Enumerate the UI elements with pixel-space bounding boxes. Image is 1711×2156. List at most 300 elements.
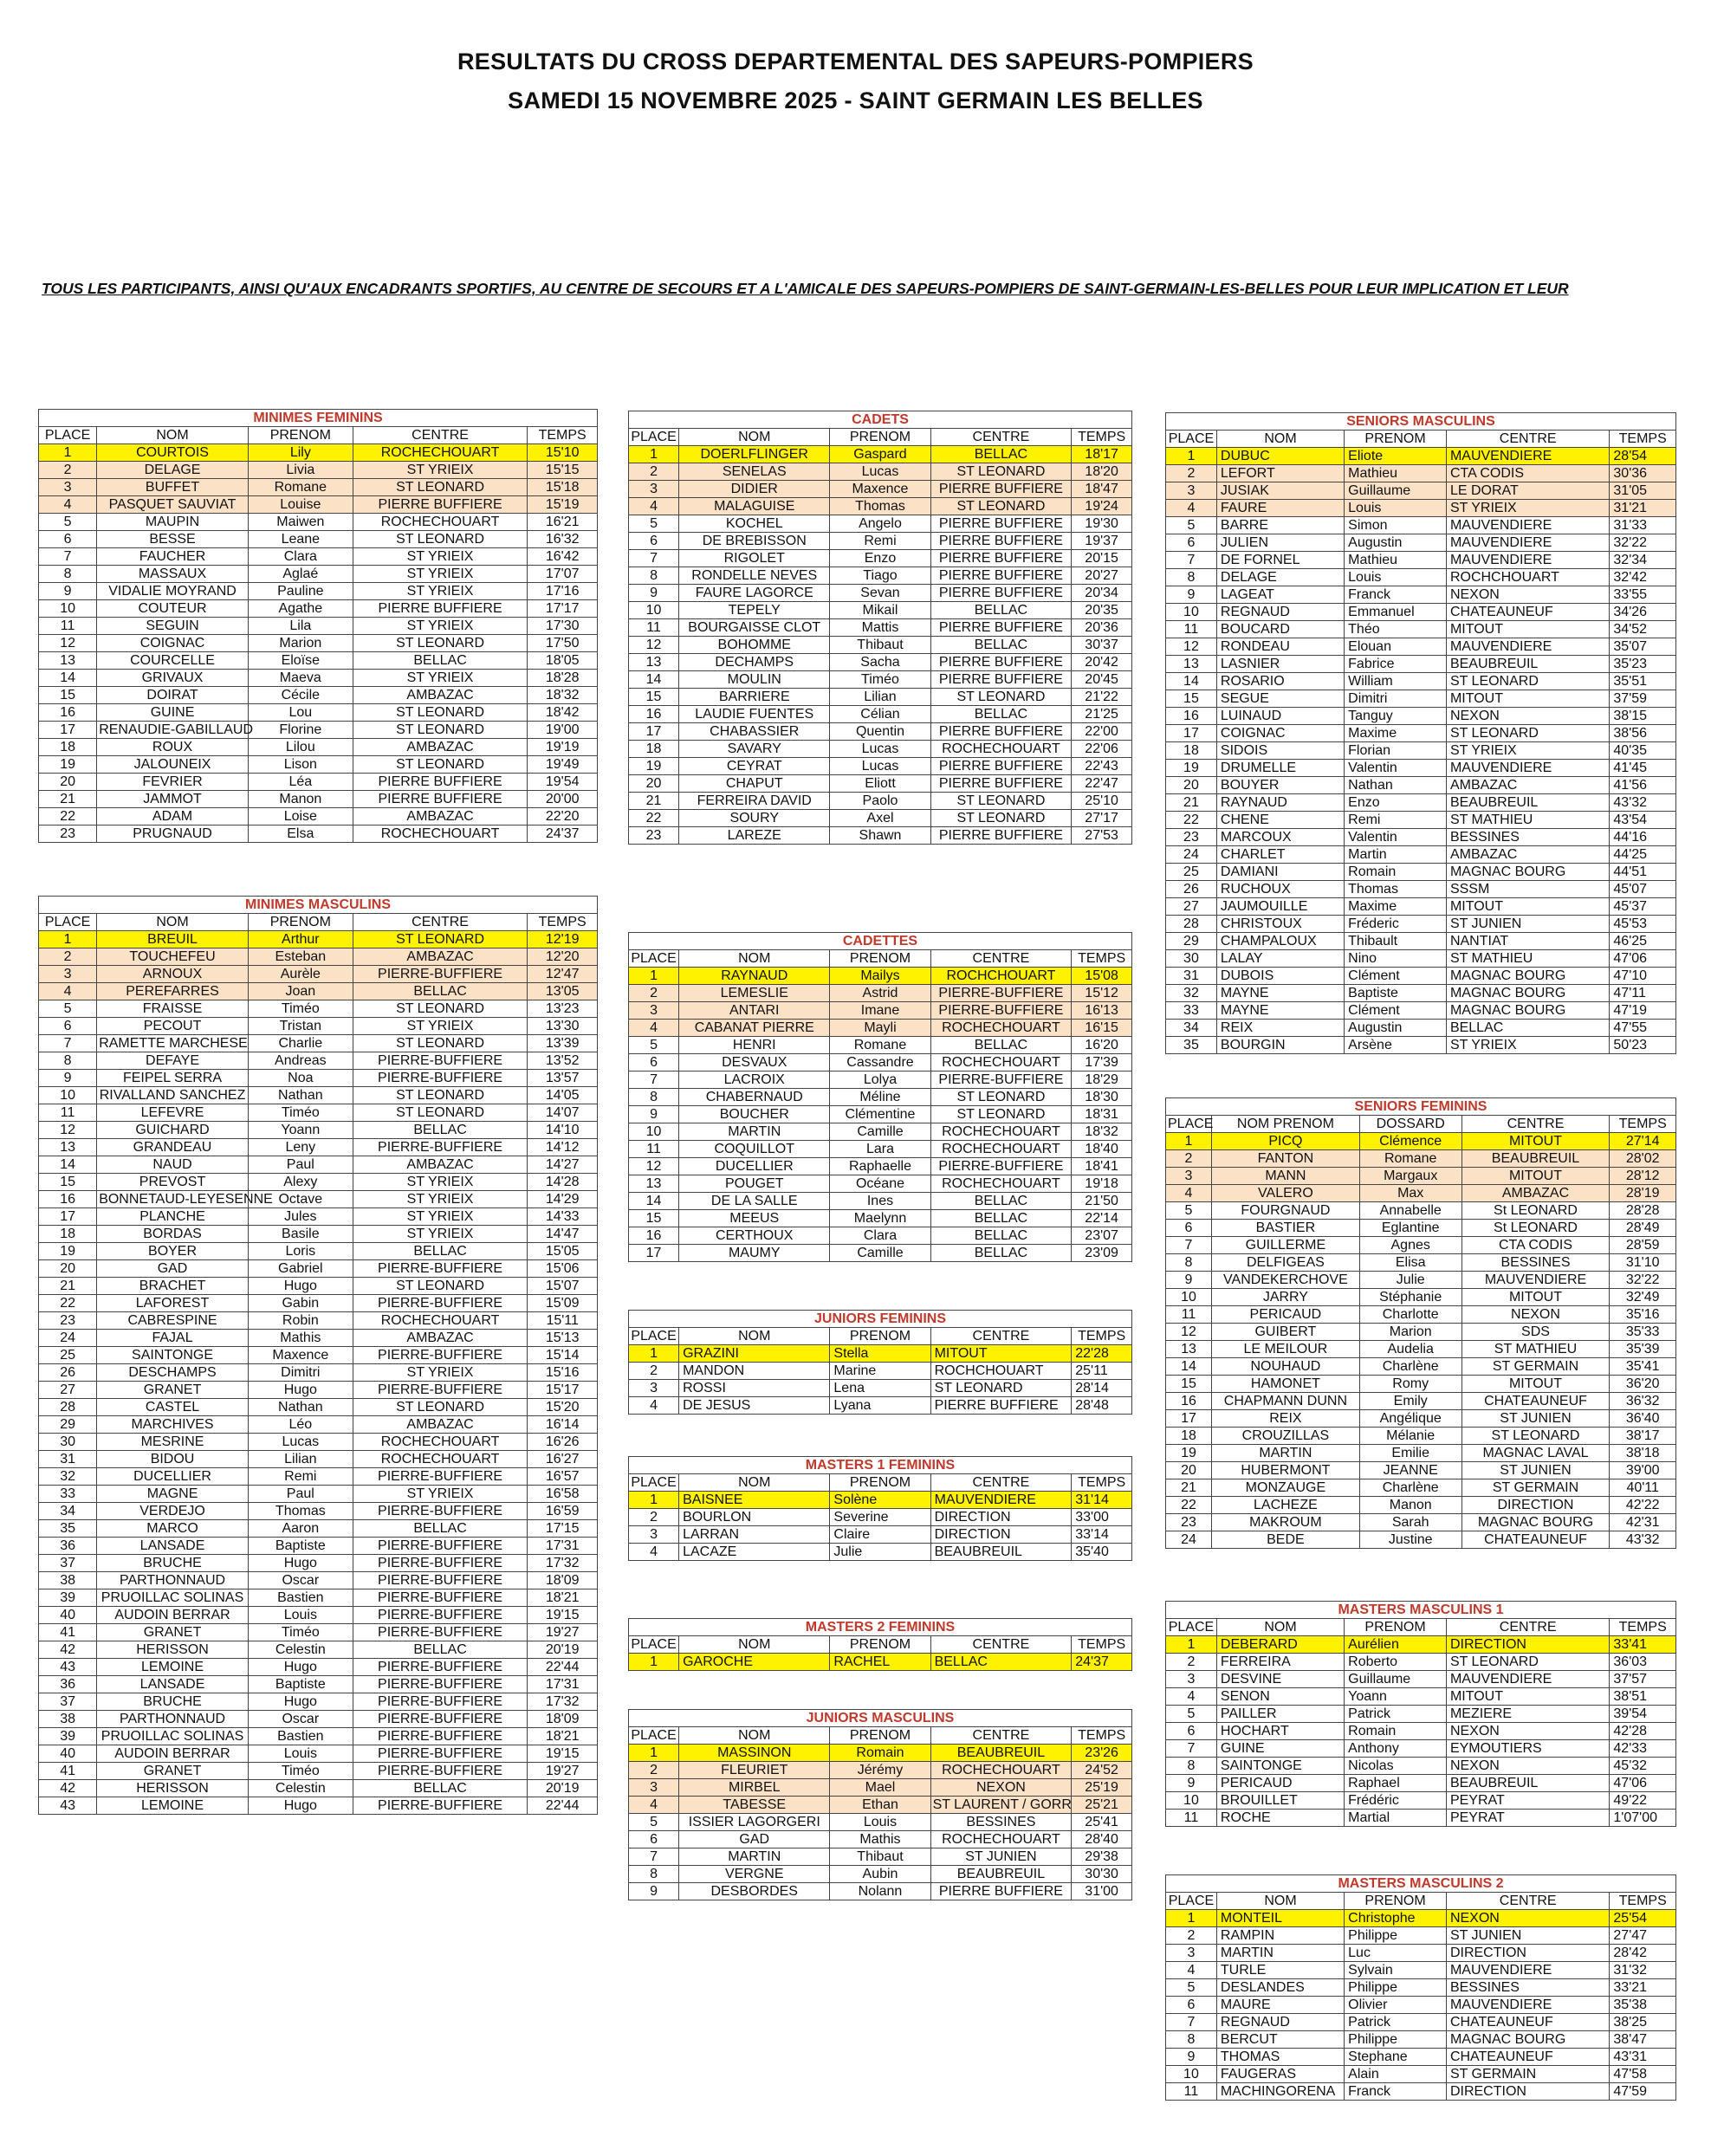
name-cell: BOURGAISSE CLOT xyxy=(679,619,830,637)
firstname-cell: Romane xyxy=(1359,1150,1461,1168)
place-cell: 9 xyxy=(1166,1272,1212,1289)
center-cell: BELLAC xyxy=(930,706,1072,723)
name-cell: MAKROUM xyxy=(1212,1514,1360,1531)
firstname-cell: Emilie xyxy=(1359,1445,1461,1462)
table-row xyxy=(629,1848,1132,1866)
center-cell: MITOUT xyxy=(1446,1688,1609,1706)
name-cell: LAFOREST xyxy=(97,1295,249,1312)
center-cell: MAUVENDIERE xyxy=(1446,1997,1609,2014)
center-cell: BELLAC xyxy=(930,1245,1072,1262)
name-cell: FAUGERAS xyxy=(1216,2066,1344,2083)
thanks-note: TOUS LES PARTICIPANTS, AINSI QU'AUX ENCADRANTS SPORTIFS, AU CENTRE DE SECOURS ET A L'AMICALE DES SAPEURS-POMPIERS DE SAINT-GERMAIN-LES-BELLES POUR LEUR IMPLICATION ET LEUR xyxy=(42,280,1569,297)
time-cell: 18'21 xyxy=(528,1589,598,1607)
table-row xyxy=(39,791,598,808)
firstname-cell: Raphael xyxy=(1345,1775,1447,1792)
column-header: CENTRE xyxy=(930,950,1072,968)
table-row xyxy=(629,723,1132,741)
center-cell: PIERRE BUFFIERE xyxy=(930,567,1072,585)
time-cell: 42'28 xyxy=(1610,1723,1676,1740)
column-header: PRENOM xyxy=(248,427,353,444)
minimes-feminins-table xyxy=(38,409,598,843)
firstname-cell: Noa xyxy=(248,1070,353,1087)
table-row xyxy=(629,1654,1132,1671)
name-cell: GRANET xyxy=(97,1763,249,1780)
time-cell: 19'27 xyxy=(528,1763,598,1780)
center-cell: BELLAC xyxy=(930,446,1072,463)
name-cell: DAMIANI xyxy=(1216,864,1344,881)
name-cell: CABRESPINE xyxy=(97,1312,249,1330)
place-cell: 17 xyxy=(39,722,97,739)
place-cell: 26 xyxy=(39,1364,97,1382)
name-cell: COUTEUR xyxy=(97,600,249,618)
center-cell: BELLAC xyxy=(930,1193,1072,1210)
place-cell: 12 xyxy=(39,1122,97,1139)
firstname-cell: Agathe xyxy=(248,600,353,618)
firstname-cell: Roberto xyxy=(1345,1654,1447,1671)
place-cell: 23 xyxy=(1166,1514,1212,1531)
place-cell: 15 xyxy=(629,689,679,706)
center-cell: PIERRE-BUFFIERE xyxy=(353,1624,528,1641)
time-cell: 25'54 xyxy=(1610,1910,1676,1927)
column-header: CENTRE xyxy=(930,1328,1072,1345)
center-cell: ST LEONARD xyxy=(930,1089,1072,1106)
table-row xyxy=(39,479,598,496)
center-cell: ST JUNIEN xyxy=(1461,1462,1610,1479)
center-cell: DIRECTION xyxy=(1446,2083,1609,2101)
name-cell: GRANDEAU xyxy=(97,1139,249,1156)
name-cell: LASNIER xyxy=(1216,656,1344,673)
place-cell: 36 xyxy=(39,1676,97,1693)
time-cell: 32'34 xyxy=(1610,552,1676,569)
time-cell: 43'32 xyxy=(1610,794,1676,812)
table-row xyxy=(1166,760,1676,777)
firstname-cell: Loris xyxy=(248,1243,353,1260)
time-cell: 47'06 xyxy=(1610,950,1676,968)
firstname-cell: Luc xyxy=(1345,1945,1447,1962)
place-cell: 29 xyxy=(1166,933,1217,950)
table-header-row xyxy=(1166,431,1676,448)
center-cell: PIERRE BUFFIERE xyxy=(930,723,1072,741)
place-cell: 21 xyxy=(1166,794,1217,812)
table-row xyxy=(629,446,1132,463)
time-cell: 38'56 xyxy=(1610,725,1676,742)
table-row xyxy=(1166,1910,1676,1927)
center-cell: ST MATHIEU xyxy=(1461,1341,1610,1358)
table-header-row xyxy=(1166,1619,1676,1636)
category-title: MINIMES FEMININS xyxy=(39,410,598,427)
time-cell: 19'00 xyxy=(528,722,598,739)
time-cell: 34'26 xyxy=(1610,604,1676,621)
firstname-cell: Maelynn xyxy=(830,1210,930,1227)
place-cell: 8 xyxy=(39,1052,97,1070)
column-header: PRENOM xyxy=(1345,431,1447,448)
name-cell: JAUMOUILLE xyxy=(1216,898,1344,916)
name-cell: REGNAUD xyxy=(1216,604,1344,621)
table-row xyxy=(39,1226,598,1243)
name-cell: COURTOIS xyxy=(97,444,249,462)
firstname-cell: Lara xyxy=(830,1141,930,1158)
time-cell: 13'30 xyxy=(528,1018,598,1035)
name-cell: CASTEL xyxy=(97,1399,249,1416)
center-cell: ST YRIEIX xyxy=(353,618,528,635)
name-cell: PECOUT xyxy=(97,1018,249,1035)
table-row xyxy=(1166,950,1676,968)
center-cell: NEXON xyxy=(930,1779,1072,1797)
column-header: CENTRE xyxy=(353,914,528,931)
table-row xyxy=(39,1520,598,1538)
center-cell: PIERRE BUFFIERE xyxy=(930,1397,1072,1415)
center-cell: PIERRE BUFFIERE xyxy=(930,585,1072,602)
name-cell: BRACHET xyxy=(97,1278,249,1295)
firstname-cell: Louis xyxy=(248,1745,353,1763)
center-cell: MAUVENDIERE xyxy=(1446,1962,1609,1979)
time-cell: 21'22 xyxy=(1072,689,1132,706)
place-cell: 19 xyxy=(39,756,97,774)
time-cell: 30'30 xyxy=(1072,1866,1132,1883)
time-cell: 38'15 xyxy=(1610,708,1676,725)
name-cell: PICQ xyxy=(1212,1133,1360,1150)
time-cell: 32'42 xyxy=(1610,569,1676,586)
place-cell: 30 xyxy=(39,1434,97,1451)
place-cell: 35 xyxy=(39,1520,97,1538)
place-cell: 11 xyxy=(39,618,97,635)
firstname-cell: Justine xyxy=(1359,1531,1461,1549)
center-cell: BELLAC xyxy=(353,652,528,670)
firstname-cell: Ines xyxy=(830,1193,930,1210)
time-cell: 15'07 xyxy=(528,1278,598,1295)
firstname-cell: Eliott xyxy=(830,775,930,793)
time-cell: 35'23 xyxy=(1610,656,1676,673)
name-cell: REIX xyxy=(1212,1410,1360,1428)
firstname-cell: Stéphanie xyxy=(1359,1289,1461,1306)
name-cell: BOHOMME xyxy=(679,637,830,654)
table-row xyxy=(629,1380,1132,1397)
firstname-cell: Julie xyxy=(1359,1272,1461,1289)
firstname-cell: Shawn xyxy=(830,827,930,845)
place-cell: 1 xyxy=(629,1492,679,1509)
firstname-cell: Baptiste xyxy=(1345,985,1447,1002)
table-row xyxy=(39,704,598,722)
firstname-cell: Baptiste xyxy=(248,1538,353,1555)
center-cell: ROCHECHOUART xyxy=(930,1020,1072,1037)
place-cell: 22 xyxy=(629,810,679,827)
name-cell: COIGNAC xyxy=(97,635,249,652)
column-header: CENTRE xyxy=(930,1636,1072,1654)
table-row xyxy=(1166,1810,1676,1827)
name-cell: PREVOST xyxy=(97,1174,249,1191)
name-cell: RONDELLE NEVES xyxy=(679,567,830,585)
firstname-cell: Lilian xyxy=(248,1451,353,1468)
place-cell: 12 xyxy=(629,637,679,654)
place-cell: 2 xyxy=(629,1762,679,1779)
center-cell: BELLAC xyxy=(930,1037,1072,1054)
center-cell: MAGNAC LAVAL xyxy=(1461,1445,1610,1462)
place-cell: 18 xyxy=(39,739,97,756)
place-cell: 16 xyxy=(1166,708,1217,725)
firstname-cell: Joan xyxy=(248,983,353,1000)
name-cell: GUICHARD xyxy=(97,1122,249,1139)
time-cell: 16'32 xyxy=(528,531,598,548)
name-cell: ISSIER LAGORGERI xyxy=(679,1814,830,1831)
name-cell: AUDOIN BERRAR xyxy=(97,1607,249,1624)
firstname-cell: Angélique xyxy=(1359,1410,1461,1428)
place-cell: 42 xyxy=(39,1641,97,1659)
time-cell: 35'07 xyxy=(1610,638,1676,656)
time-cell: 31'21 xyxy=(1610,500,1676,517)
place-cell: 41 xyxy=(39,1763,97,1780)
firstname-cell: Marine xyxy=(830,1363,930,1380)
table-row xyxy=(39,1382,598,1399)
time-cell: 15'10 xyxy=(528,444,598,462)
center-cell: SSSM xyxy=(1446,881,1609,898)
place-cell: 9 xyxy=(1166,2049,1217,2066)
masters-masculins-1-table xyxy=(1165,1601,1676,1827)
place-cell: 8 xyxy=(629,1089,679,1106)
table-row xyxy=(39,825,598,843)
time-cell: 27'53 xyxy=(1072,827,1132,845)
time-cell: 32'49 xyxy=(1610,1289,1676,1306)
firstname-cell: Louis xyxy=(1345,500,1447,517)
firstname-cell: Léa xyxy=(248,774,353,791)
firstname-cell: Gabin xyxy=(248,1295,353,1312)
place-cell: 43 xyxy=(39,1659,97,1676)
name-cell: BONNETAUD-LEYESENNE xyxy=(97,1191,249,1208)
time-cell: 14'29 xyxy=(528,1191,598,1208)
time-cell: 35'38 xyxy=(1610,1997,1676,2014)
place-cell: 8 xyxy=(1166,1254,1212,1272)
time-cell: 18'20 xyxy=(1072,463,1132,481)
firstname-cell: Nicolas xyxy=(1345,1758,1447,1775)
place-cell: 6 xyxy=(39,531,97,548)
firstname-cell: Mélanie xyxy=(1359,1428,1461,1445)
table-row xyxy=(39,1399,598,1416)
place-cell: 24 xyxy=(1166,846,1217,864)
time-cell: 25'11 xyxy=(1072,1363,1132,1380)
firstname-cell: Thibaut xyxy=(830,637,930,654)
name-cell: THOMAS xyxy=(1216,2049,1344,2066)
table-row xyxy=(629,968,1132,985)
table-row xyxy=(629,1227,1132,1245)
place-cell: 9 xyxy=(39,583,97,600)
firstname-cell: Annabelle xyxy=(1359,1202,1461,1220)
place-cell: 24 xyxy=(1166,1531,1212,1549)
time-cell: 14'07 xyxy=(528,1104,598,1122)
place-cell: 2 xyxy=(629,1509,679,1526)
center-cell: ST YRIEIX xyxy=(353,1486,528,1503)
center-cell: BEAUBREUIL xyxy=(930,1866,1072,1883)
place-cell: 15 xyxy=(1166,690,1217,708)
firstname-cell: Remi xyxy=(830,533,930,550)
table-row xyxy=(39,444,598,462)
firstname-cell: Cassandre xyxy=(830,1054,930,1072)
firstname-cell: Philippe xyxy=(1345,1927,1447,1945)
table-row xyxy=(1166,517,1676,534)
table-row xyxy=(1166,1997,1676,2014)
center-cell: CHATEAUNEUF xyxy=(1461,1393,1610,1410)
time-cell: 22'28 xyxy=(1072,1345,1132,1363)
name-cell: LAREZE xyxy=(679,827,830,845)
name-cell: BARRIERE xyxy=(679,689,830,706)
column-header: NOM xyxy=(1216,431,1344,448)
firstname-cell: Bastien xyxy=(248,1589,353,1607)
center-cell: MITOUT xyxy=(1446,621,1609,638)
table-row xyxy=(1166,1410,1676,1428)
column-header: NOM xyxy=(679,1328,830,1345)
center-cell: ST YRIEIX xyxy=(353,1226,528,1243)
time-cell: 25'19 xyxy=(1072,1779,1132,1797)
name-cell: GRIVAUX xyxy=(97,670,249,687)
time-cell: 12'20 xyxy=(528,949,598,966)
table-row xyxy=(629,1866,1132,1883)
center-cell: ST LEONARD xyxy=(930,810,1072,827)
place-cell: 1 xyxy=(629,1745,679,1762)
center-cell: ST LEONARD xyxy=(353,1000,528,1018)
center-cell: BESSINES xyxy=(1461,1254,1610,1272)
place-cell: 36 xyxy=(39,1538,97,1555)
time-cell: 31'00 xyxy=(1072,1883,1132,1900)
center-cell: PIERRE-BUFFIERE xyxy=(353,1468,528,1486)
place-cell: 24 xyxy=(39,1330,97,1347)
firstname-cell: Elsa xyxy=(248,825,353,843)
table-row xyxy=(1166,465,1676,482)
table-row xyxy=(39,1000,598,1018)
center-cell: PIERRE-BUFFIERE xyxy=(353,1538,528,1555)
table-row xyxy=(39,1693,598,1711)
place-cell: 8 xyxy=(629,1866,679,1883)
firstname-cell: Robin xyxy=(248,1312,353,1330)
firstname-cell: Remi xyxy=(1345,812,1447,829)
column-header: NOM PRENOM xyxy=(1212,1116,1360,1133)
time-cell: 18'09 xyxy=(528,1711,598,1728)
time-cell: 20'42 xyxy=(1072,654,1132,671)
table-row xyxy=(1166,985,1676,1002)
firstname-cell: Nolann xyxy=(830,1883,930,1900)
time-cell: 37'59 xyxy=(1610,690,1676,708)
table-row xyxy=(629,1363,1132,1380)
place-cell: 23 xyxy=(39,825,97,843)
time-cell: 21'25 xyxy=(1072,706,1132,723)
name-cell: COIGNAC xyxy=(1216,725,1344,742)
firstname-cell: Nino xyxy=(1345,950,1447,968)
center-cell: PIERRE-BUFFIERE xyxy=(353,1589,528,1607)
table-row xyxy=(39,931,598,949)
name-cell: MANN xyxy=(1212,1168,1360,1185)
table-row xyxy=(39,808,598,825)
time-cell: 47'10 xyxy=(1610,968,1676,985)
table-row xyxy=(39,1659,598,1676)
time-cell: 22'00 xyxy=(1072,723,1132,741)
time-cell: 24'52 xyxy=(1072,1762,1132,1779)
name-cell: MASSINON xyxy=(679,1745,830,1762)
firstname-cell: Simon xyxy=(1345,517,1447,534)
table-row xyxy=(629,1210,1132,1227)
name-cell: GAD xyxy=(679,1831,830,1848)
firstname-cell: Lolya xyxy=(830,1072,930,1089)
table-row xyxy=(39,1434,598,1451)
column-header: PRENOM xyxy=(1345,1893,1447,1910)
center-cell: PIERRE-BUFFIERE xyxy=(353,1676,528,1693)
center-cell: PIERRE-BUFFIERE xyxy=(353,1260,528,1278)
center-cell: PIERRE-BUFFIERE xyxy=(353,1607,528,1624)
name-cell: DESBORDES xyxy=(679,1883,830,1900)
firstname-cell: Maxime xyxy=(1345,898,1447,916)
firstname-cell: Paul xyxy=(248,1156,353,1174)
firstname-cell: Eliote xyxy=(1345,448,1447,465)
table-row xyxy=(629,689,1132,706)
time-cell: 16'57 xyxy=(528,1468,598,1486)
center-cell: ST LEONARD xyxy=(353,1087,528,1104)
column-header: NOM xyxy=(679,1636,830,1654)
center-cell: CTA CODIS xyxy=(1446,465,1609,482)
column-header: CENTRE xyxy=(930,429,1072,446)
center-cell: PIERRE-BUFFIERE xyxy=(353,1693,528,1711)
firstname-cell: Mathieu xyxy=(1345,552,1447,569)
firstname-cell: Timéo xyxy=(248,1763,353,1780)
place-cell: 14 xyxy=(39,670,97,687)
table-row xyxy=(1166,1272,1676,1289)
table-row xyxy=(39,1451,598,1468)
time-cell: 15'18 xyxy=(528,479,598,496)
name-cell: MAYNE xyxy=(1216,985,1344,1002)
time-cell: 35'51 xyxy=(1610,673,1676,690)
name-cell: NAUD xyxy=(97,1156,249,1174)
place-cell: 21 xyxy=(629,793,679,810)
name-cell: CHRISTOUX xyxy=(1216,916,1344,933)
firstname-cell: Franck xyxy=(1345,2083,1447,2101)
name-cell: PRUGNAUD xyxy=(97,825,249,843)
time-cell: 22'20 xyxy=(528,808,598,825)
name-cell: PARTHONNAUD xyxy=(97,1572,249,1589)
table-row xyxy=(39,1330,598,1347)
place-cell: 25 xyxy=(1166,864,1217,881)
firstname-cell: Paul xyxy=(248,1486,353,1503)
time-cell: 15'05 xyxy=(528,1243,598,1260)
table-row xyxy=(629,1054,1132,1072)
name-cell: DUCELLIER xyxy=(679,1158,830,1175)
center-cell: CHATEAUNEUF xyxy=(1446,2014,1609,2031)
name-cell: DOERLFLINGER xyxy=(679,446,830,463)
name-cell: SAVARY xyxy=(679,741,830,758)
name-cell: DELAGE xyxy=(97,462,249,479)
firstname-cell: Hugo xyxy=(248,1278,353,1295)
place-cell: 10 xyxy=(1166,1792,1217,1810)
place-cell: 3 xyxy=(629,1779,679,1797)
table-row xyxy=(1166,1428,1676,1445)
center-cell: AMBAZAC xyxy=(1446,777,1609,794)
firstname-cell: Raphaelle xyxy=(830,1158,930,1175)
column-header: PRENOM xyxy=(248,914,353,931)
table-row xyxy=(629,1175,1132,1193)
table-row xyxy=(1166,500,1676,517)
name-cell: MONZAUGE xyxy=(1212,1479,1360,1497)
seniors-feminins-block xyxy=(1165,1097,1676,1549)
firstname-cell: Elisa xyxy=(1359,1254,1461,1272)
place-cell: 7 xyxy=(1166,552,1217,569)
name-cell: JARRY xyxy=(1212,1289,1360,1306)
time-cell: 28'49 xyxy=(1610,1220,1676,1237)
name-cell: DIDIER xyxy=(679,481,830,498)
firstname-cell: Sevan xyxy=(830,585,930,602)
table-row xyxy=(39,1018,598,1035)
place-cell: 1 xyxy=(629,968,679,985)
firstname-cell: Clara xyxy=(830,1227,930,1245)
time-cell: 22'06 xyxy=(1072,741,1132,758)
time-cell: 22'44 xyxy=(528,1797,598,1815)
place-cell: 31 xyxy=(1166,968,1217,985)
table-row xyxy=(1166,1462,1676,1479)
firstname-cell: Patrick xyxy=(1345,2014,1447,2031)
table-row xyxy=(629,1779,1132,1797)
